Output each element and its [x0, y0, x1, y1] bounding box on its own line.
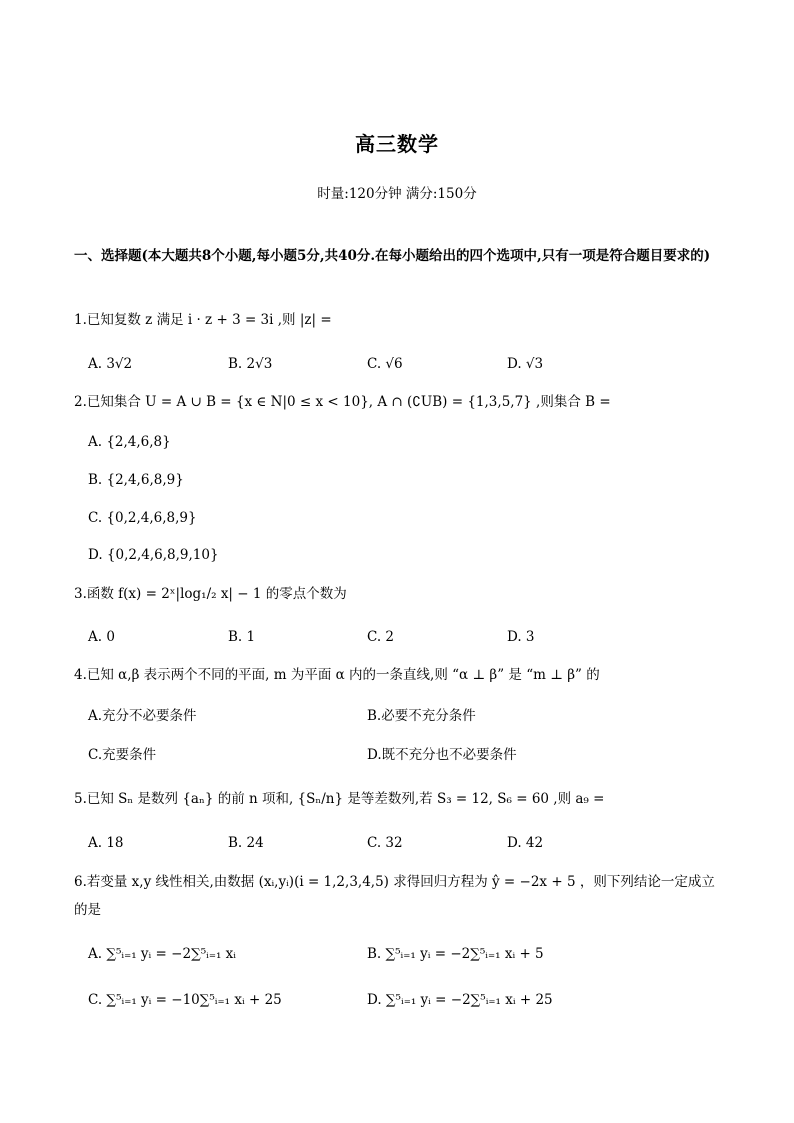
- question-4: 4.已知 α,β 表示两个不同的平面, m 为平面 α 内的一条直线,则 “α ⊥ β” 是 “m ⊥ β” 的: [74, 667, 600, 683]
- q3-option-b: B. 1: [228, 629, 256, 645]
- q5-option-c: C. 32: [367, 835, 403, 851]
- q5-option-a: A. 18: [88, 835, 124, 851]
- q3-option-c: C. 2: [367, 629, 395, 645]
- page-title: 高三数学: [355, 132, 439, 156]
- q6-option-c: C. ∑⁵ᵢ₌₁ yᵢ = −10∑⁵ᵢ₌₁ xᵢ + 25: [88, 992, 282, 1008]
- q6-option-a: A. ∑⁵ᵢ₌₁ yᵢ = −2∑⁵ᵢ₌₁ xᵢ: [88, 946, 236, 962]
- q4-option-a: A.充分不必要条件: [88, 708, 197, 724]
- question-6: 6.若变量 x,y 线性相关,由数据 (xᵢ,yᵢ)(i = 1,2,3,4,5) 求得回归方程为 ŷ = −2x + 5 ，则下列结论一定成立的是: [74, 874, 715, 918]
- q5-option-b: B. 24: [228, 835, 264, 851]
- question-3: 3.函数 f(x) = 2ˣ|log₁/₂ x| − 1 的零点个数为: [74, 586, 347, 602]
- question-1: 1.已知复数 z 满足 i · z + 3 = 3i ,则 |z| =: [74, 312, 332, 328]
- q3-option-d: D. 3: [507, 629, 535, 645]
- exam-info: 时量:120分钟 满分:150分: [317, 186, 477, 202]
- q6-option-d: D. ∑⁵ᵢ₌₁ yᵢ = −2∑⁵ᵢ₌₁ xᵢ + 25: [367, 992, 553, 1008]
- q4-option-c: C.充要条件: [88, 747, 157, 763]
- q2-option-b: B. {2,4,6,8,9}: [88, 472, 184, 488]
- q4-option-d: D.既不充分也不必要条件: [367, 747, 517, 763]
- q6-option-b: B. ∑⁵ᵢ₌₁ yᵢ = −2∑⁵ᵢ₌₁ xᵢ + 5: [367, 946, 544, 962]
- q1-option-d: D. √3: [507, 356, 544, 372]
- section-heading: 一、选择题(本大题共8个小题,每小题5分,共40分.在每小题给出的四个选项中,只有一项是符合题目要求的): [74, 248, 711, 264]
- q1-option-c: C. √6: [367, 356, 403, 372]
- q2-option-c: C. {0,2,4,6,8,9}: [88, 510, 197, 526]
- q1-option-a: A. 3√2: [88, 356, 133, 372]
- q3-option-a: A. 0: [88, 629, 115, 645]
- q1-option-b: B. 2√3: [228, 356, 273, 372]
- question-5: 5.已知 Sₙ 是数列 {aₙ} 的前 n 项和, {Sₙ/n} 是等差数列,若 S₃ = 12, S₆ = 60 ,则 a₉ =: [74, 791, 605, 807]
- q2-option-d: D. {0,2,4,6,8,9,10}: [88, 547, 219, 563]
- q2-option-a: A. {2,4,6,8}: [88, 434, 171, 450]
- q4-option-b: B.必要不充分条件: [367, 708, 476, 724]
- q5-option-d: D. 42: [507, 835, 544, 851]
- question-2: 2.已知集合 U = A ∪ B = {x ∈ N|0 ≤ x < 10}, A ∩ (∁UB) = {1,3,5,7} ,则集合 B =: [74, 394, 611, 410]
